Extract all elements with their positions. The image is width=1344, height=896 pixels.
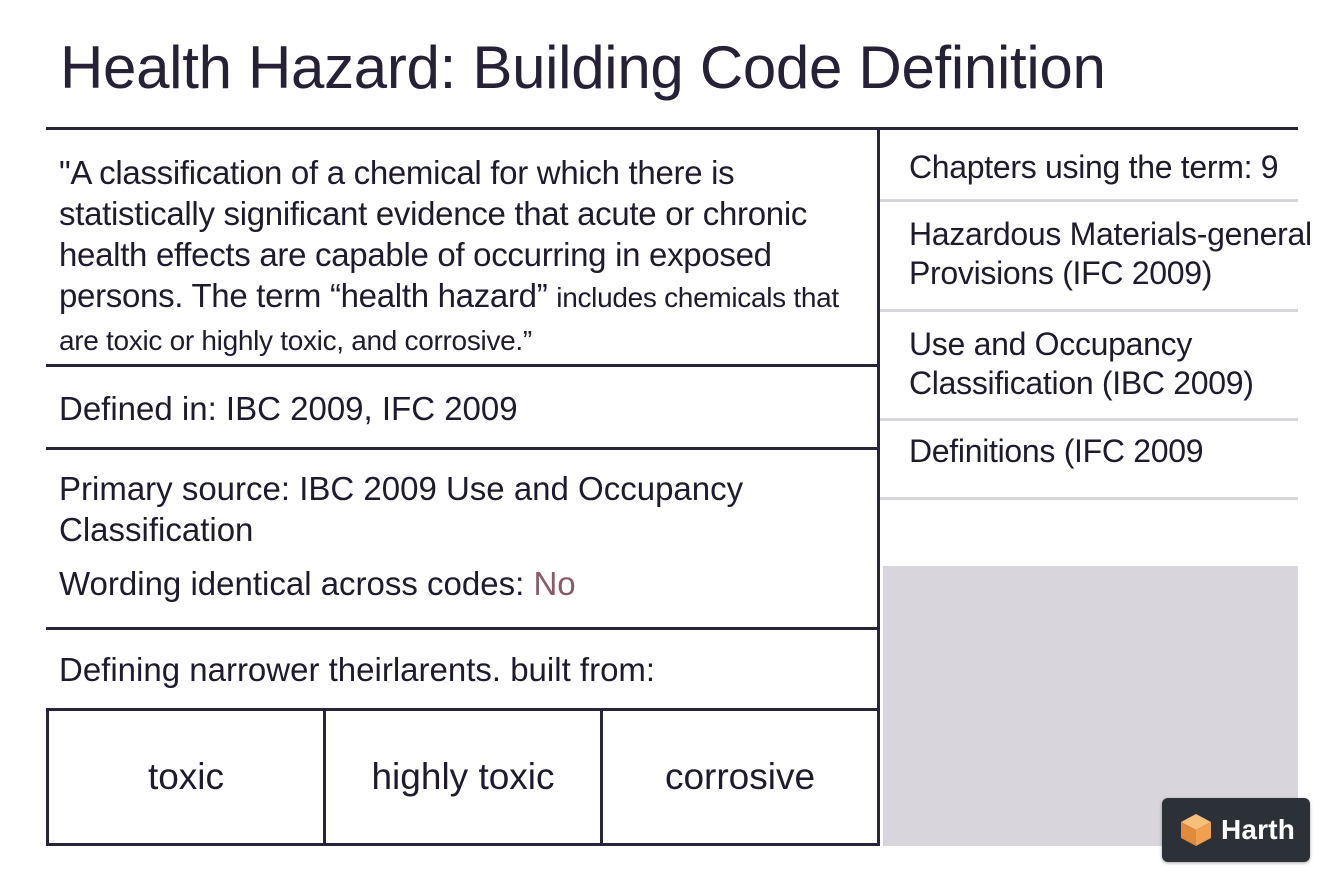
term-tile-corrosive[interactable]: corrosive	[664, 756, 816, 797]
term-tile-toxic[interactable]: toxic	[49, 711, 326, 843]
source-section	[46, 450, 877, 630]
primary-source-text: Primary source: IBC 2009 Use and Occupancy Classification	[59, 470, 744, 548]
narrower-terms-grid	[46, 708, 880, 846]
logo-text: Harth	[1220, 814, 1296, 845]
chapter-item-definitions[interactable]	[880, 421, 1298, 500]
chapters-count-heading: Chapters using the term: 9	[880, 130, 1298, 202]
wording-identical-value: No	[533, 565, 576, 602]
page-title: Health Hazard: Building Code Definition	[60, 34, 1106, 101]
definition-text	[59, 152, 865, 361]
definition-main: "A classification of a chemical for which there is statistically significant evidence that acute or chronic health effects are capable of occurring in exposed persons. The term “health hazard”	[59, 154, 808, 314]
wording-identical-row	[59, 563, 864, 604]
defined-in-text: Defined in: IBC 2009, IFC 2009	[59, 390, 518, 427]
wording-identical-label: Wording identical across codes:	[59, 565, 525, 602]
chapter-item-label: Definitions (IFC 2009	[909, 433, 1204, 469]
harth-logo	[1162, 798, 1310, 862]
chapter-item-hazardous-materials[interactable]	[880, 202, 1312, 312]
term-details-panel	[46, 130, 880, 846]
cube-icon	[1177, 811, 1215, 849]
chapter-item-label: Hazardous Materials-general Provisions (IFC 2009)	[909, 216, 1312, 291]
chapter-item-label: Use and Occupancy Classification (IBC 2009)	[909, 326, 1254, 401]
definition-tail: includes chemicals that are toxic or highly toxic, and corrosive.”	[59, 282, 839, 356]
chapter-item-use-and-occupancy[interactable]	[880, 312, 1298, 421]
definition-section	[46, 130, 877, 367]
defined-in-section	[46, 367, 877, 450]
narrower-terms-label: Defining narrower theirlarents. built from:	[59, 651, 656, 688]
term-tile-highly-toxic[interactable]: highly toxic	[326, 711, 603, 843]
narrower-terms-section	[46, 630, 877, 714]
